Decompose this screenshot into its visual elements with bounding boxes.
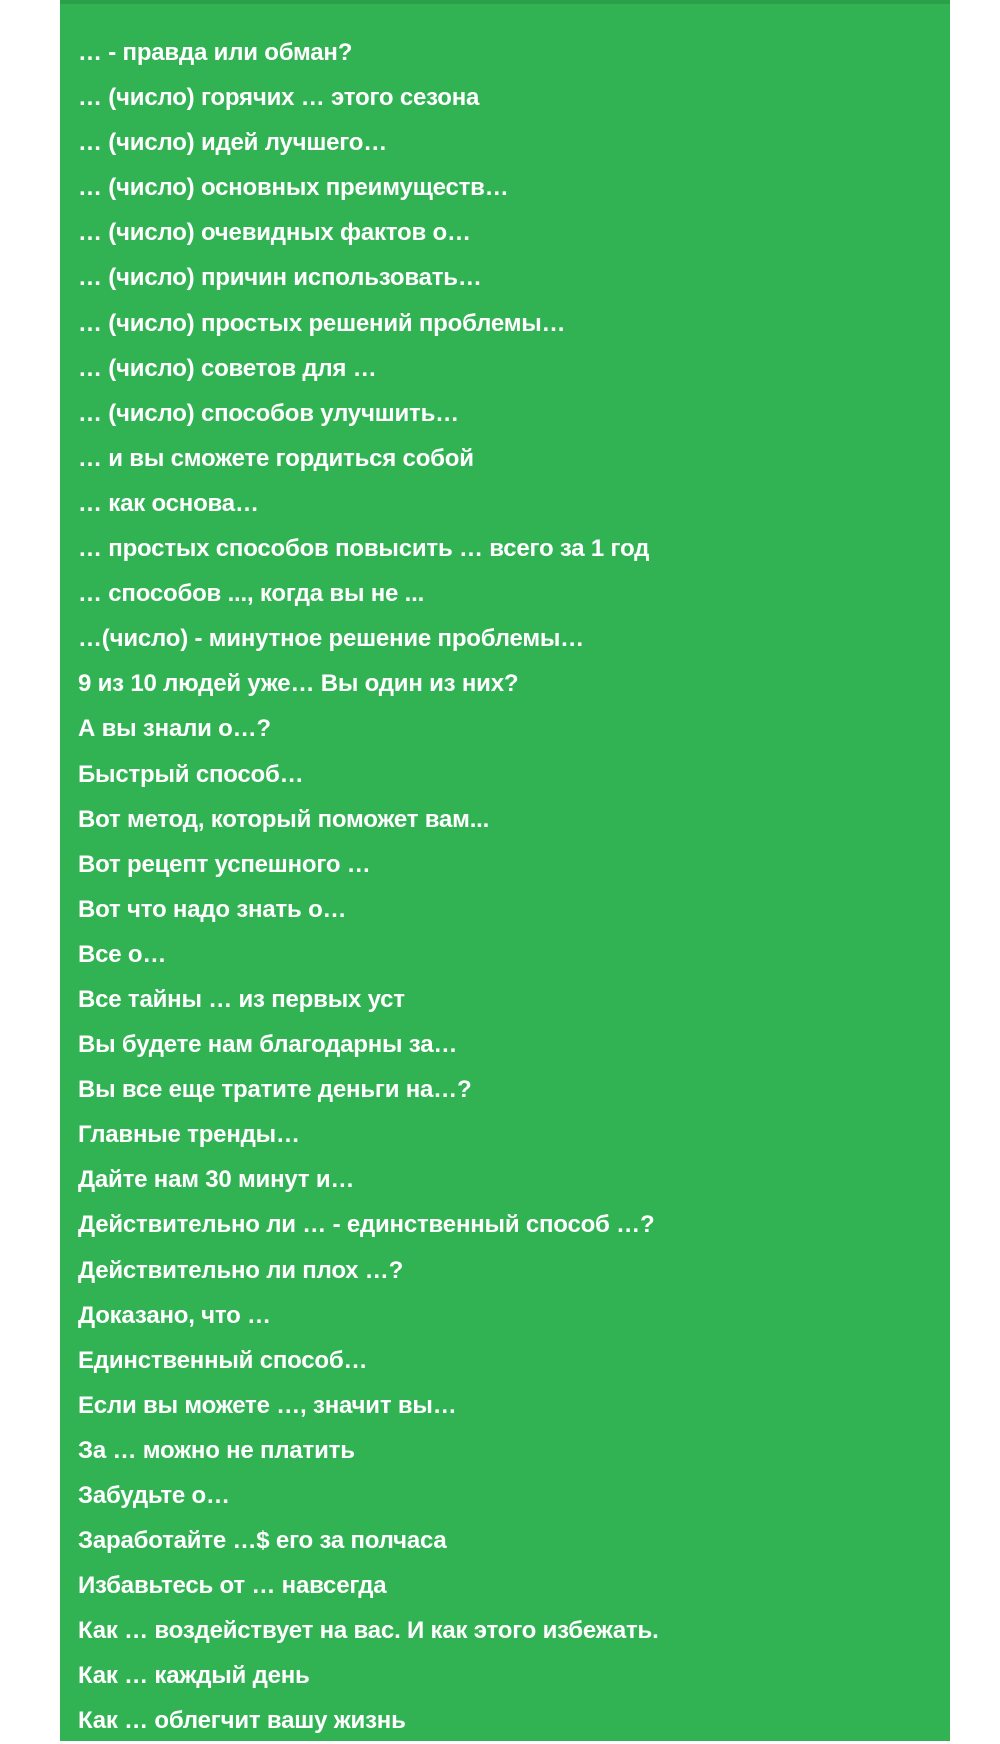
headline-item: Действительно ли плох …? [78,1256,404,1284]
headline-item: Как … каждый день [78,1662,310,1690]
headline-item: Единственный способ… [78,1346,368,1374]
headline-item: Быстрый способ… [78,760,304,788]
headline-item: Как … облегчит вашу жизнь [78,1707,406,1735]
headline-item: … (число) очевидных фактов о… [78,219,471,247]
headline-item: Вы все еще тратите деньги на…? [78,1076,472,1104]
headline-item: … - правда или обман? [78,39,353,66]
headline-item: Все о… [78,940,167,968]
headline-item: Забудьте о… [78,1482,230,1509]
headline-item: … (число) причин использовать… [78,264,482,292]
headline-item: … простых способов повысить … всего за 1 год [78,535,650,563]
headline-item: Все тайны … из первых уст [78,985,405,1013]
headline-list [78,30,938,1744]
headline-item: … (число) основных преимуществ… [78,174,509,202]
headline-item: Вы будете нам благодарны за… [78,1031,458,1059]
headline-item: Главные тренды… [78,1121,300,1149]
headline-item: … (число) идей лучшего… [78,129,388,157]
headline-item: … (число) способов улучшить… [78,399,459,427]
headline-item: Если вы можете …, значит вы… [78,1391,457,1419]
headline-item: … (число) простых решений проблемы… [78,309,566,337]
headline-item: Вот метод, который поможет вам... [78,805,490,833]
headline-item: …(число) - минутное решение проблемы… [78,625,584,653]
headline-panel [60,0,950,1741]
headline-item: … (число) горячих … этого сезона [78,84,480,112]
headline-item: … (число) советов для … [78,354,377,382]
headline-item: Действительно ли … - единственный способ …? [78,1211,655,1239]
headline-item: Дайте нам 30 минут и… [78,1166,355,1194]
headline-item: 9 из 10 людей уже… Вы один из них? [78,670,519,698]
headline-item: Заработайте …$ его за полчаса [78,1527,447,1555]
headline-item: … способов ..., когда вы не ... [78,580,425,608]
headline-item: Как … воздействует на вас. И как этого избежать. [78,1617,659,1645]
headline-item: Вот что надо знать о… [78,895,347,923]
headline-item: Избавьтесь от … навсегда [78,1572,387,1600]
headline-item: Вот рецепт успешного … [78,850,371,878]
headline-item: Доказано, что … [78,1301,271,1329]
headline-item: … как основа… [78,489,259,517]
headline-item: … и вы сможете гордиться собой [78,444,474,472]
headline-item: А вы знали о…? [78,715,271,743]
headline-item: За … можно не платить [78,1436,355,1464]
